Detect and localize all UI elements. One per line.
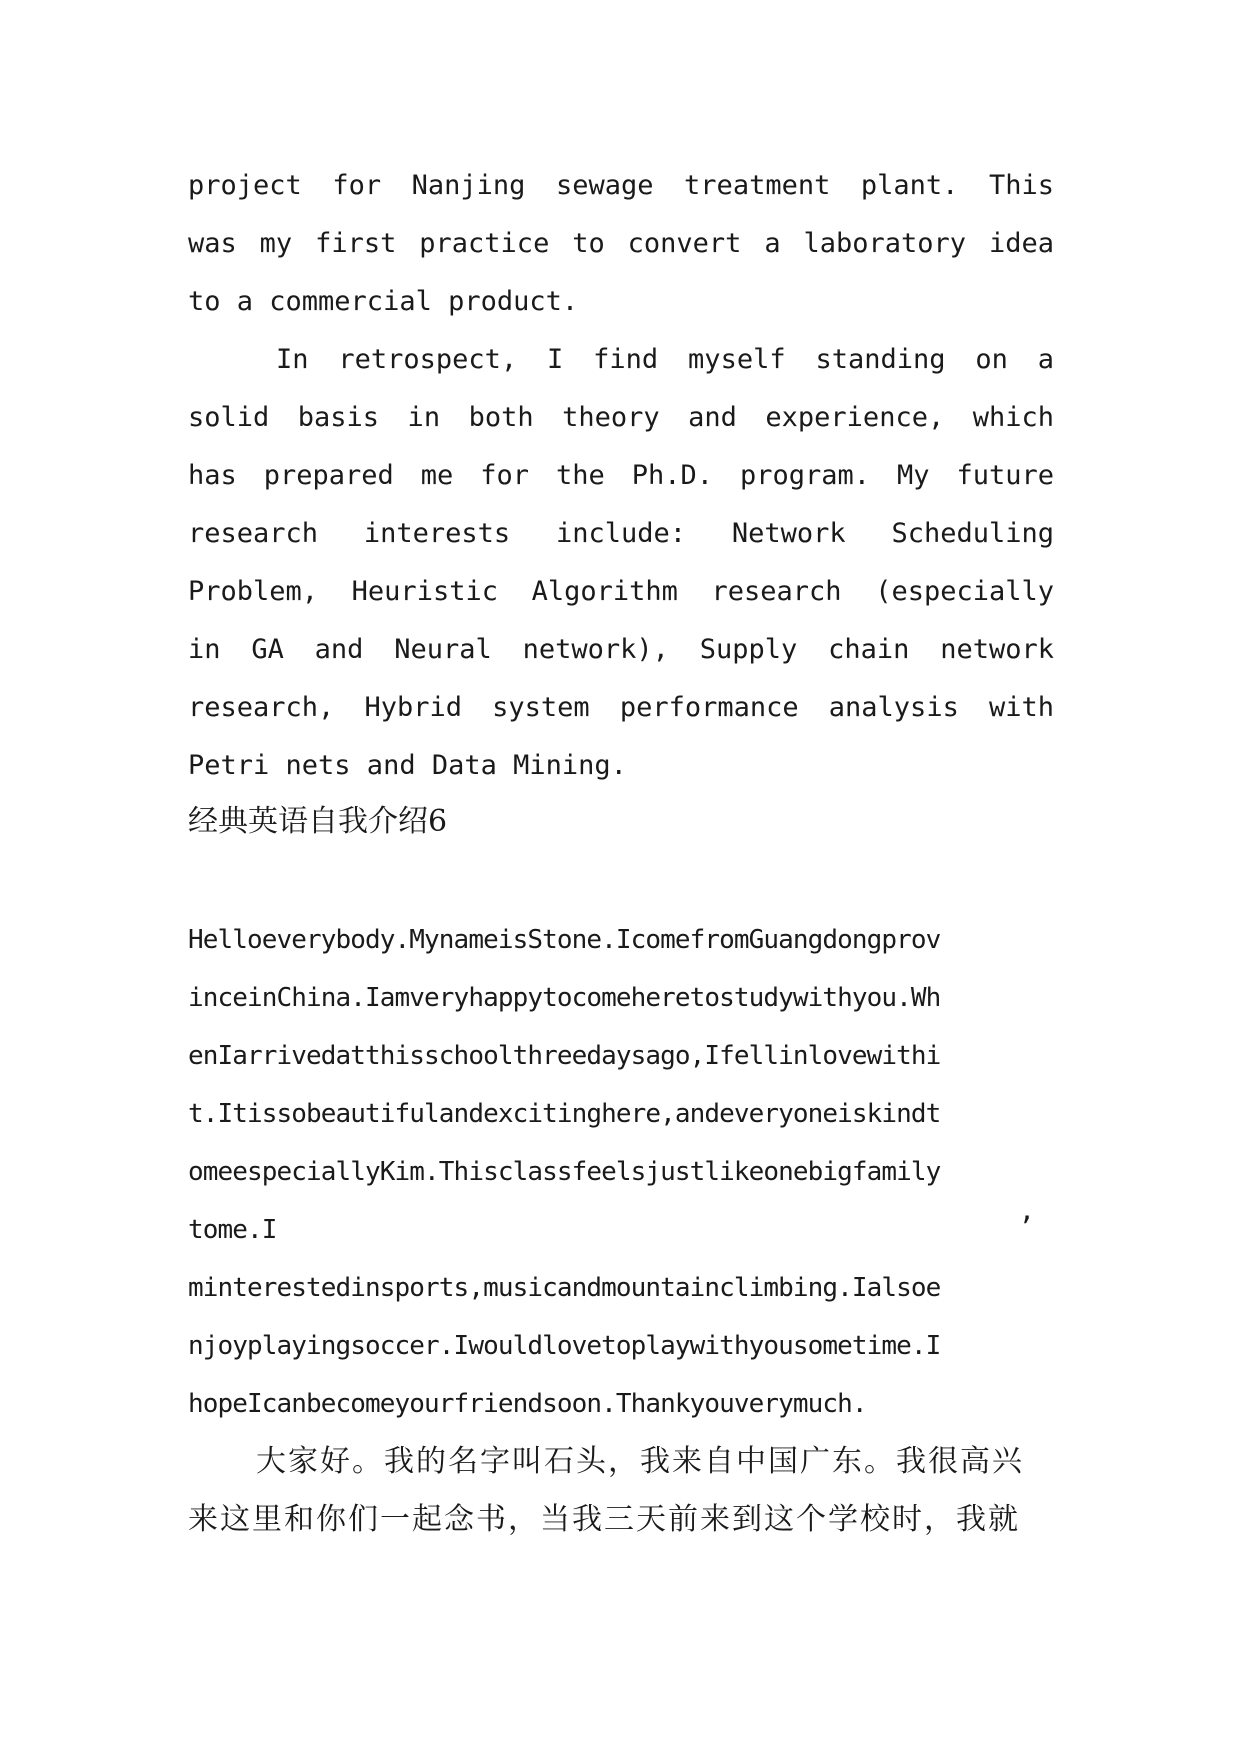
intro-line-1: Helloeverybody.MynameisStone.IcomefromGuangdongprov <box>188 925 941 955</box>
para2-line-6: in GA and Neural network), Supply chain network <box>188 634 1054 665</box>
para2-line-3: has prepared me for the Ph.D. program. My future <box>188 460 1054 491</box>
intro-line-4: t.Itissobeautifulandexcitinghere,andeveryoneiskindt <box>188 1099 941 1129</box>
intro-line-3: enIarrivedatthisschoolthreedaysago,Ifellinlovewithi <box>188 1041 941 1071</box>
intro-line-6: tome.I <box>188 1215 277 1245</box>
chinese-line-1: 大家好。我的名字叫石头，我来自中国广东。我很高兴 <box>256 1444 1024 1479</box>
para2-line-1: In retrospect, I find myself standing on a <box>276 344 1054 375</box>
para2-line-5: Problem, Heuristic Algorithm research (especially <box>188 576 1054 607</box>
para1-line-3: to a commercial product. <box>188 286 579 317</box>
intro-line-7: minterestedinsports,musicandmountainclimbing.Ialsoe <box>188 1273 941 1303</box>
intro-line-8: njoyplayingsoccer.Iwouldlovetoplaywithyousometime.I <box>188 1331 941 1361</box>
para2-line-2: solid basis in both theory and experience, which <box>188 402 1054 433</box>
para1-line-2: was my first practice to convert a laboratory idea <box>188 228 1054 259</box>
para2-line-7: research, Hybrid system performance analysis with <box>188 692 1054 723</box>
chinese-line-2: 来这里和你们一起念书，当我三天前来到这个学校时，我就 <box>188 1502 1020 1537</box>
section-heading: 经典英语自我介绍6 <box>188 804 448 839</box>
para2-line-8: Petri nets and Data Mining. <box>188 750 627 781</box>
para2-line-4: research interests include: Network Scheduling <box>188 518 1054 549</box>
intro-line-9: hopeIcanbecomeyourfriendsoon.Thankyouverymuch. <box>188 1389 867 1419</box>
para1-line-1: project for Nanjing sewage treatment plant. This <box>188 170 1054 201</box>
intro-line-2: inceinChina.Iamveryhappytocomeheretostudywithyou.Wh <box>188 983 941 1013</box>
intro-line-5: omeespeciallyKim.Thisclassfeelsjustlikeonebigfamily <box>188 1157 941 1187</box>
stray-apostrophe: ’ <box>1018 1212 1035 1243</box>
